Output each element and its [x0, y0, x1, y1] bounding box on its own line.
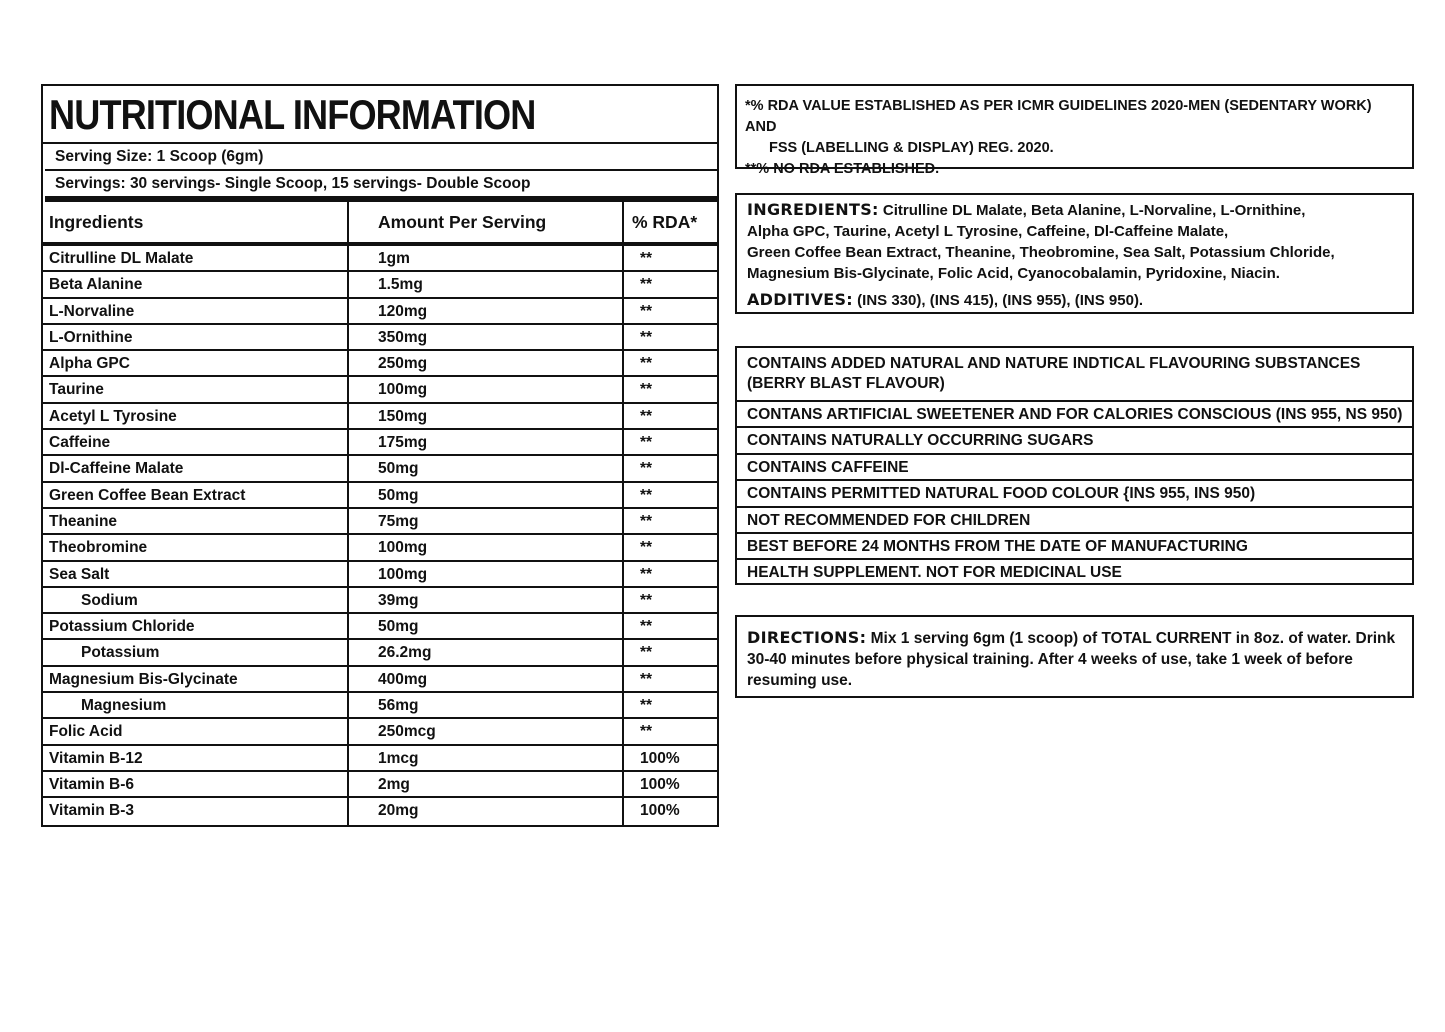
table-row [43, 535, 717, 561]
row-amount: 250mg [349, 351, 624, 375]
rda-note-line: *% RDA VALUE ESTABLISHED AS PER ICMR GUIDELINES 2020-MEN (SEDENTARY WORK) AND [745, 98, 1372, 135]
row-amount: 100mg [349, 562, 624, 586]
ingredients-text: Green Coffee Bean Extract, Theanine, Theobromine, Sea Salt, Potassium Chloride, [747, 244, 1335, 261]
table-body [43, 246, 717, 825]
row-rda: ** [640, 328, 653, 346]
row-rda: ** [640, 512, 653, 530]
nutrition-title: NUTRITIONAL INFORMATION [43, 86, 717, 144]
row-ingredient: Sea Salt [43, 562, 349, 586]
claim-sugars: CONTAINS NATURALLY OCCURRING SUGARS [737, 428, 1412, 454]
table-row [43, 772, 717, 798]
row-amount: 56mg [349, 693, 624, 717]
table-row [43, 325, 717, 351]
row-amount: 400mg [349, 667, 624, 691]
directions-label: DIRECTIONS: [747, 628, 867, 647]
row-amount: 50mg [349, 483, 624, 507]
row-amount: 50mg [349, 456, 624, 480]
claims-box [735, 346, 1414, 585]
row-rda: ** [640, 486, 653, 504]
header-ingredients: Ingredients [43, 202, 349, 242]
row-amount: 120mg [349, 299, 624, 323]
table-header [43, 202, 717, 246]
table-row [43, 299, 717, 325]
row-ingredient: Theanine [43, 509, 349, 533]
row-rda: ** [640, 723, 653, 741]
ingredients-box [735, 193, 1414, 314]
table-row [43, 562, 717, 588]
nutrition-panel [41, 84, 719, 827]
row-amount: 26.2mg [349, 640, 624, 664]
row-rda: ** [640, 381, 653, 399]
row-amount: 75mg [349, 509, 624, 533]
rda-note-line: **% NO RDA ESTABLISHED. [745, 161, 940, 177]
claim-children: NOT RECOMMENDED FOR CHILDREN [737, 508, 1412, 534]
row-rda: ** [640, 276, 653, 294]
additives-line [747, 289, 1402, 311]
row-ingredient: Alpha GPC [43, 351, 349, 375]
row-amount: 20mg [349, 798, 624, 824]
claim-sweetener: CONTANS ARTIFICIAL SWEETENER AND FOR CALORIES CONSCIOUS (INS 955, NS 950) [737, 402, 1412, 428]
table-row [43, 588, 717, 614]
row-ingredient: Theobromine [43, 535, 349, 559]
table-row [43, 509, 717, 535]
row-rda: ** [640, 565, 653, 583]
row-amount: 100mg [349, 535, 624, 559]
table-row [43, 746, 717, 772]
row-rda: 100% [640, 775, 680, 793]
row-amount: 50mg [349, 614, 624, 638]
row-rda: ** [640, 618, 653, 636]
table-row [43, 404, 717, 430]
row-rda: 100% [640, 802, 680, 820]
claim-health-supplement: HEALTH SUPPLEMENT. NOT FOR MEDICINAL USE [747, 564, 1122, 582]
row-rda: ** [640, 302, 653, 320]
table-row [43, 640, 717, 666]
row-ingredient: Vitamin B-6 [43, 772, 349, 796]
claim-text: (BERRY BLAST FLAVOUR) [747, 375, 945, 392]
additives-label: ADDITIVES: [747, 290, 853, 309]
row-amount: 39mg [349, 588, 624, 612]
row-amount: 150mg [349, 404, 624, 428]
row-ingredient: Folic Acid [43, 719, 349, 743]
row-rda: ** [640, 670, 653, 688]
row-amount: 350mg [349, 325, 624, 349]
serving-size: Serving Size: 1 Scoop (6gm) [45, 144, 717, 171]
rda-note-box [735, 84, 1414, 177]
row-amount: 250mcg [349, 719, 624, 743]
row-ingredient: Potassium Chloride [43, 614, 349, 638]
table-row [43, 456, 717, 482]
row-ingredient: Magnesium [43, 693, 349, 717]
row-amount: 100mg [349, 377, 624, 401]
row-amount: 2mg [349, 772, 624, 796]
rda-note-line: FSS (LABELLING & DISPLAY) REG. 2020. [769, 140, 1054, 156]
row-ingredient: Vitamin B-12 [43, 746, 349, 770]
row-amount: 175mg [349, 430, 624, 454]
row-ingredient: Dl-Caffeine Malate [43, 456, 349, 480]
claim-best-before: BEST BEFORE 24 MONTHS FROM THE DATE OF MANUFACTURING [737, 534, 1412, 560]
table-row [43, 667, 717, 693]
row-ingredient: Potassium [43, 640, 349, 664]
table-row [43, 246, 717, 272]
row-amount: 1gm [349, 246, 624, 270]
row-ingredient: Green Coffee Bean Extract [43, 483, 349, 507]
table-row [43, 272, 717, 298]
ingredients-text: Magnesium Bis-Glycinate, Folic Acid, Cyanocobalamin, Pyridoxine, Niacin. [747, 265, 1280, 282]
row-ingredient: Vitamin B-3 [43, 798, 349, 824]
header-rda: % RDA* [632, 212, 698, 232]
row-amount: 1mcg [349, 746, 624, 770]
row-amount: 1.5mg [349, 272, 624, 296]
table-row [43, 483, 717, 509]
row-rda: ** [640, 355, 653, 373]
table-row [43, 798, 717, 824]
table-row [43, 377, 717, 403]
row-rda: ** [640, 407, 653, 425]
ingredients-line [747, 199, 1402, 221]
row-ingredient: L-Ornithine [43, 325, 349, 349]
table-row [43, 719, 717, 745]
claim-colour: CONTAINS PERMITTED NATURAL FOOD COLOUR {INS 955, INS 950) [737, 481, 1412, 507]
row-ingredient: Acetyl L Tyrosine [43, 404, 349, 428]
ingredients-text: Alpha GPC, Taurine, Acetyl L Tyrosine, Caffeine, Dl-Caffeine Malate, [747, 223, 1229, 240]
table-row [43, 351, 717, 377]
row-ingredient: Sodium [43, 588, 349, 612]
table-row [43, 693, 717, 719]
servings-count: Servings: 30 servings- Single Scoop, 15 servings- Double Scoop [45, 171, 717, 202]
directions-text: Mix 1 serving 6gm (1 scoop) of TOTAL CURRENT in 8oz. of water. Drink 30-40 minutes before physical training. After 4 weeks of use, take 1 week of before resuming use. [747, 630, 1396, 689]
directions-box [735, 615, 1414, 698]
table-row [43, 614, 717, 640]
row-ingredient: Citrulline DL Malate [43, 246, 349, 270]
additives-text: (INS 330), (INS 415), (INS 955), (INS 950). [857, 292, 1144, 309]
claim-flavour [737, 348, 1412, 402]
row-rda: ** [640, 539, 653, 557]
row-rda: ** [640, 697, 653, 715]
row-rda: ** [640, 250, 653, 267]
ingredients-text: Citrulline DL Malate, Beta Alanine, L-Norvaline, L-Ornithine, [882, 202, 1306, 219]
ingredients-label: INGREDIENTS: [747, 200, 879, 219]
row-rda: ** [640, 591, 653, 609]
row-ingredient: L-Norvaline [43, 299, 349, 323]
row-ingredient: Magnesium Bis-Glycinate [43, 667, 349, 691]
row-ingredient: Beta Alanine [43, 272, 349, 296]
row-rda: ** [640, 460, 653, 478]
row-rda: ** [640, 434, 653, 452]
claim-text: CONTAINS ADDED NATURAL AND NATURE INDTICAL FLAVOURING SUBSTANCES [747, 355, 1361, 372]
header-amount: Amount Per Serving [349, 202, 624, 242]
row-ingredient: Caffeine [43, 430, 349, 454]
table-row [43, 430, 717, 456]
row-rda: ** [640, 644, 653, 662]
claim-caffeine: CONTAINS CAFFEINE [737, 455, 1412, 481]
row-ingredient: Taurine [43, 377, 349, 401]
row-rda: 100% [640, 749, 680, 767]
